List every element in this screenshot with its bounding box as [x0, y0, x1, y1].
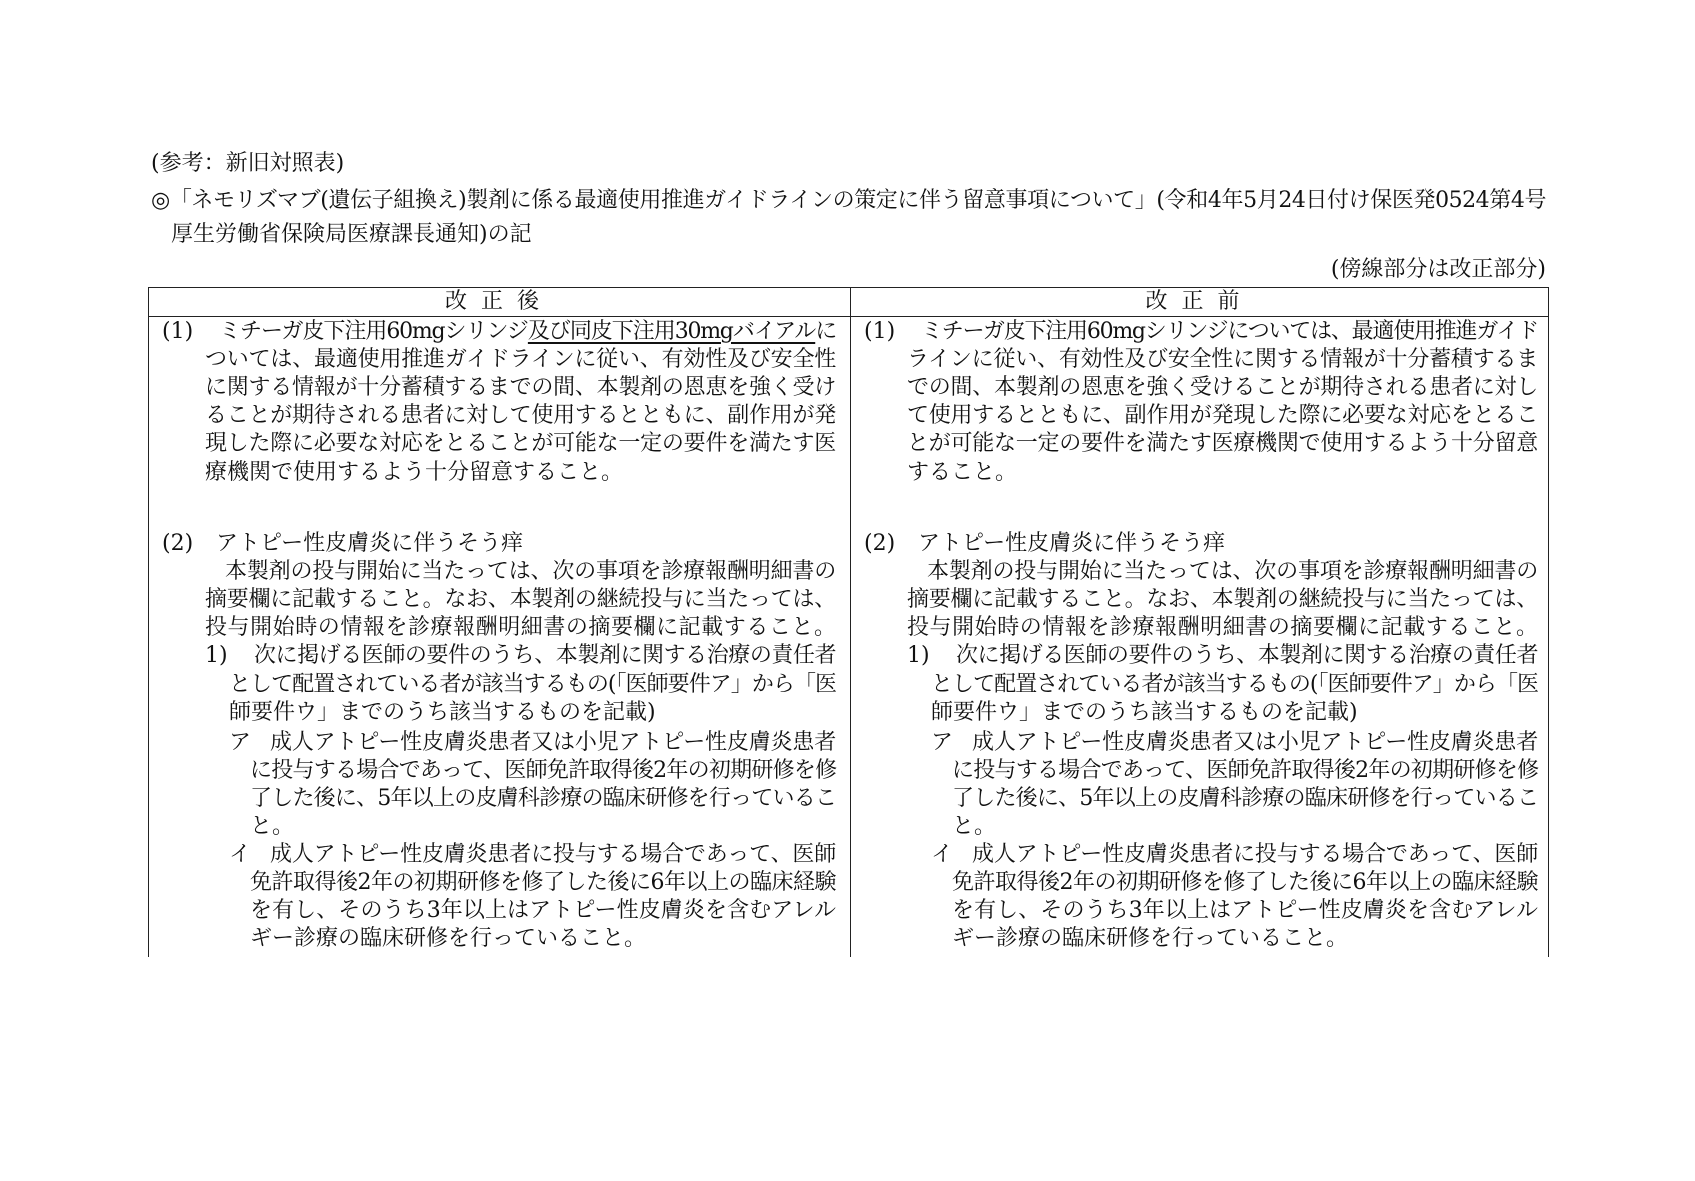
before-req-a-line: に投与する場合であって、医師免許取得後2年の初期研修を修 — [952, 757, 1539, 783]
after-item2-title: アトピー性皮膚炎に伴うそう痒 — [216, 531, 524, 556]
after-item1-first-line — [219, 318, 836, 346]
underline-note: (傍線部分は改正部分) — [1330, 257, 1546, 282]
before-sub1-line: として配置されている者が該当するもの(「医師要件ア」から「医 — [931, 671, 1538, 697]
before-item1-line: ラインに従い、有効性及び安全性に関する情報が十分蓄積するま — [907, 347, 1538, 373]
before-sub1-number: 1) — [907, 643, 930, 669]
after-req-a-line: 了した後に、5年以上の皮膚科診療の臨床研修を行っているこ — [250, 785, 836, 811]
before-item1-line: すること。 — [907, 459, 1018, 485]
column-divider — [850, 287, 851, 957]
before-item2-para-line: 投与開始時の情報を診療報酬明細書の摘要欄に記載すること。 — [907, 615, 1538, 641]
text-segment: ミチーガ皮下注用60mgシリンジ — [219, 319, 528, 344]
before-req-a-line: 了した後に、5年以上の皮膚科診療の臨床研修を行っているこ — [952, 785, 1538, 811]
after-item1-line: ついては、最適使用推進ガイドラインに従い、有効性及び安全性 — [205, 347, 836, 373]
after-req-i-line: 成人アトピー性皮膚炎患者に投与する場合であって、医師 — [270, 842, 836, 868]
before-item1-line: て使用するとともに、副作用が発現した際に必要な対応をとるこ — [907, 403, 1538, 429]
before-req-i-label: イ — [931, 842, 954, 868]
underlined-revision: 及び同皮下注用30mgバイアル — [527, 319, 816, 344]
header-divider — [148, 316, 1549, 317]
notice-title-line1: ◎「ネモリズマブ(遺伝子組換え)製剤に係る最適使用推進ガイドラインの策定に伴う留意事項について」(令和4年5月24日付け保医発0524第4号 — [151, 188, 1546, 213]
before-req-a-line: 成人アトピー性皮膚炎患者又は小児アトピー性皮膚炎患者 — [972, 729, 1538, 755]
after-item2-para-line: 本製剤の投与開始に当たっては、次の事項を診療報酬明細書の — [225, 559, 836, 585]
header-before-revision: 改正前 — [1145, 289, 1254, 314]
before-item2-number: (2) — [864, 531, 896, 556]
before-req-i-line: 成人アトピー性皮膚炎患者に投与する場合であって、医師 — [972, 842, 1538, 868]
after-item1-line: ることが期待される患者に対して使用するとともに、副作用が発 — [205, 403, 836, 429]
after-item1-line: 現した際に必要な対応をとることが可能な一定の要件を満たす医 — [205, 431, 836, 457]
after-item2-para-line: 摘要欄に記載すること。なお、本製剤の継続投与に当たっては、 — [205, 587, 836, 613]
after-sub1-number: 1) — [205, 643, 228, 669]
after-req-i-label: イ — [229, 842, 252, 868]
after-item1-number: (1) — [162, 319, 194, 344]
after-req-a-line: に投与する場合であって、医師免許取得後2年の初期研修を修 — [250, 757, 837, 783]
notice-title-line2: 厚生労働省保険局医療課長通知)の記 — [171, 222, 532, 247]
text-segment: に — [815, 319, 836, 344]
after-item2-para-line: 投与開始時の情報を診療報酬明細書の摘要欄に記載すること。 — [205, 615, 836, 641]
after-req-i-line: ギー診療の臨床研修を行っていること。 — [250, 926, 647, 952]
before-item2-para-line: 摘要欄に記載すること。なお、本製剤の継続投与に当たっては、 — [907, 587, 1538, 613]
before-item2-title: アトピー性皮膚炎に伴うそう痒 — [918, 531, 1226, 556]
before-req-i-line: を有し、そのうち3年以上はアトピー性皮膚炎を含むアレル — [952, 898, 1538, 924]
after-sub1-line: 次に掲げる医師の要件のうち、本製剤に関する治療の責任者 — [254, 643, 836, 669]
after-req-i-line: を有し、そのうち3年以上はアトピー性皮膚炎を含むアレル — [250, 898, 836, 924]
before-item1-line: とが可能な一定の要件を満たす医療機関で使用するよう十分留意 — [907, 431, 1538, 457]
before-sub1-line: 師要件ウ」までのうち該当するものを記載) — [931, 699, 1358, 725]
before-item1-line: での間、本製剤の恩恵を強く受けることが期待される患者に対し — [907, 375, 1538, 401]
before-item1-number: (1) — [864, 319, 896, 344]
before-req-a-label: ア — [931, 729, 954, 755]
before-req-i-line: 免許取得後2年の初期研修を修了した後に6年以上の臨床経験 — [952, 870, 1538, 896]
after-item1-line: に関する情報が十分蓄積するまでの間、本製剤の恩恵を強く受け — [205, 375, 836, 401]
before-item2-para-line: 本製剤の投与開始に当たっては、次の事項を診療報酬明細書の — [927, 559, 1538, 585]
before-sub1-line: 次に掲げる医師の要件のうち、本製剤に関する治療の責任者 — [956, 643, 1538, 669]
before-req-i-line: ギー診療の臨床研修を行っていること。 — [952, 926, 1349, 952]
before-item1-first-line: ミチーガ皮下注用60mgシリンジについては、最適使用推進ガイド — [921, 319, 1538, 344]
before-req-a-line: と。 — [952, 814, 997, 839]
after-req-a-line: と。 — [250, 814, 295, 839]
after-req-i-line: 免許取得後2年の初期研修を修了した後に6年以上の臨床経験 — [250, 870, 836, 896]
reference-title: (参考：新旧対照表) — [151, 151, 345, 176]
after-req-a-line: 成人アトピー性皮膚炎患者又は小児アトピー性皮膚炎患者 — [270, 729, 836, 755]
after-req-a-label: ア — [229, 729, 252, 755]
header-after-revision: 改正後 — [444, 289, 553, 314]
after-item2-number: (2) — [162, 531, 194, 556]
after-item1-line: 療機関で使用するよう十分留意すること。 — [205, 459, 624, 485]
after-sub1-line: 師要件ウ」までのうち該当するものを記載) — [229, 699, 656, 725]
after-sub1-line: として配置されている者が該当するもの(「医師要件ア」から「医 — [229, 671, 836, 697]
